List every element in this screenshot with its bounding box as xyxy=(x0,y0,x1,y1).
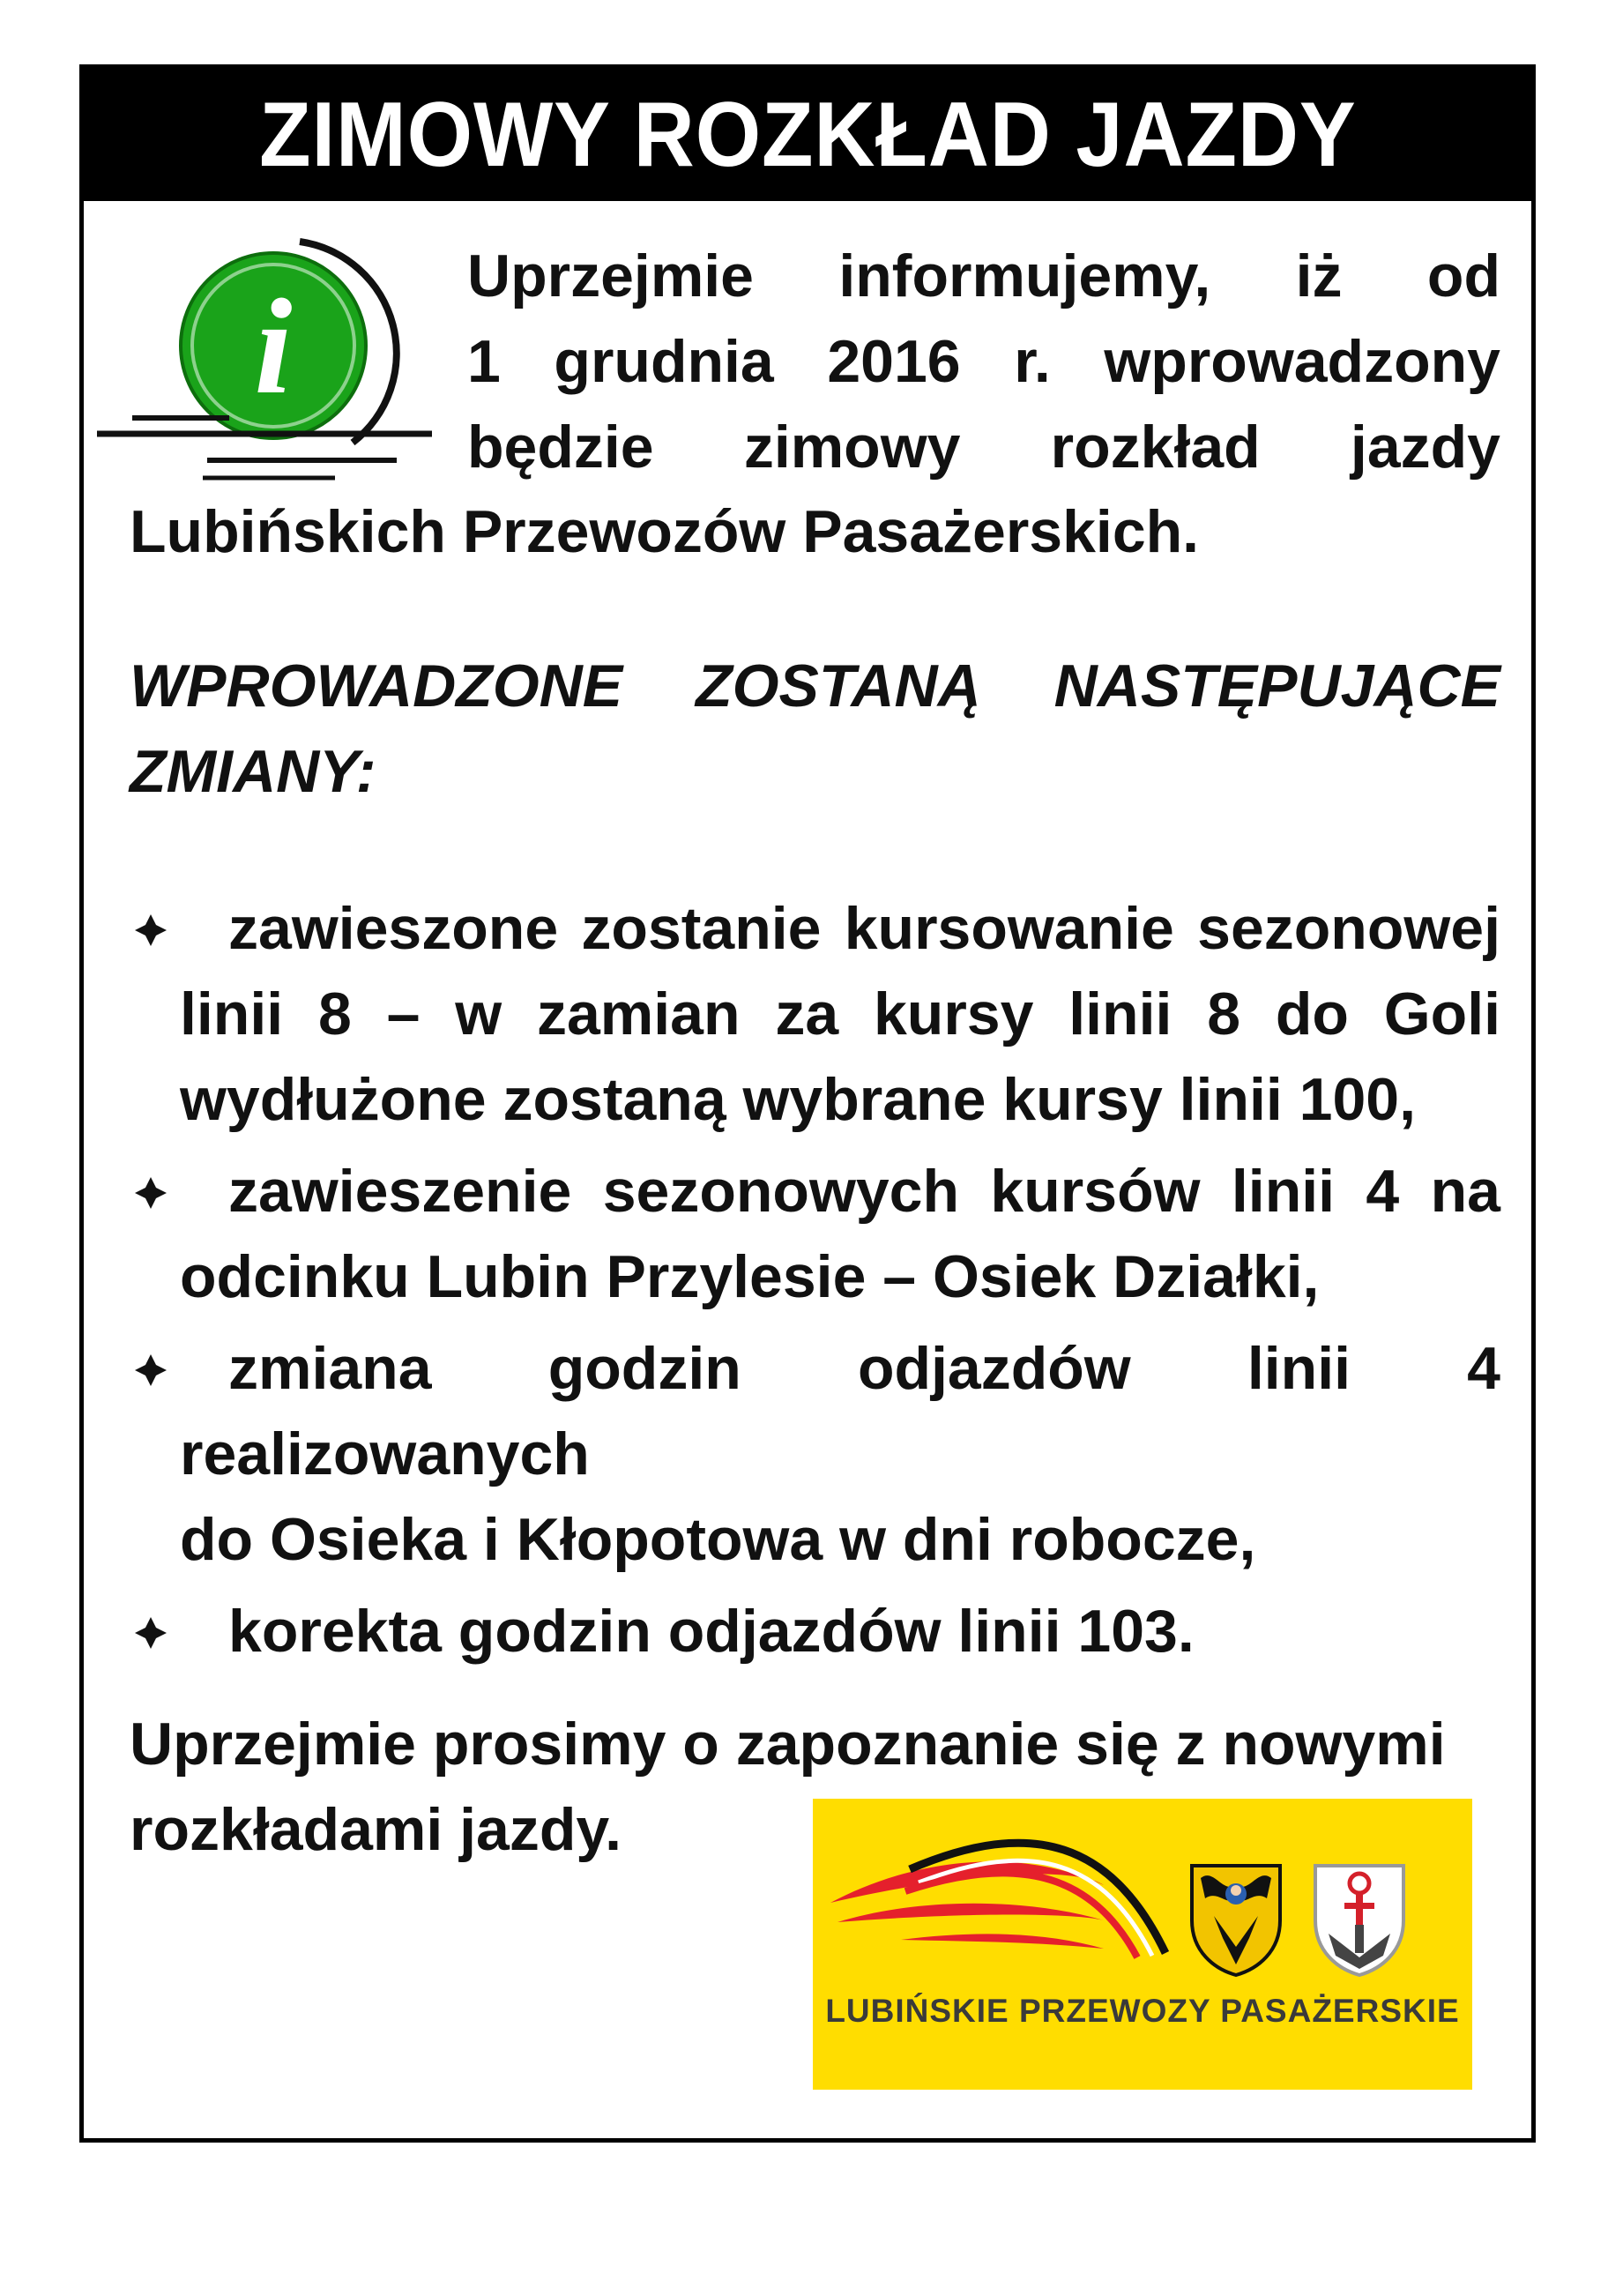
list-item xyxy=(130,1589,1500,1674)
list-item-line: zmiana godzin odjazdów linii 4 realizowanych xyxy=(180,1335,1500,1487)
list-item xyxy=(130,886,1500,1143)
list-item-line: odcinku Lubin Przylesie – Osiek Działki, xyxy=(180,1243,1320,1310)
closing-line-2: rozkładami jazdy. xyxy=(130,1796,622,1863)
diamond-bullet-icon xyxy=(130,909,172,951)
list-item-line: zawieszenie sezonowych kursów linii 4 na xyxy=(228,1158,1500,1225)
changes-heading-line-2: ZMIANY: xyxy=(130,738,376,805)
info-icon xyxy=(97,231,450,487)
list-item-line: wydłużone zostaną wybrane kursy linii 100, xyxy=(180,1066,1417,1133)
closing-line-1: Uprzejmie prosimy o zapoznanie się z nowymi xyxy=(130,1711,1446,1778)
list-item xyxy=(130,1326,1500,1583)
diamond-bullet-icon xyxy=(130,1612,172,1654)
changes-list xyxy=(130,886,1500,1681)
title-bar xyxy=(84,69,1531,201)
operator-logo xyxy=(813,1799,1472,2090)
svg-text:i: i xyxy=(254,271,293,422)
list-item-line: do Osieka i Kłopotowa w dni robocze, xyxy=(180,1506,1256,1573)
page-title: ZIMOWY ROZKŁAD JAZDY xyxy=(258,83,1357,186)
changes-heading-line-1: WPROWADZONE ZOSTANĄ NASTĘPUJĄCE xyxy=(130,652,1500,719)
intro-line-3: będzie zimowy rozkład jazdy xyxy=(467,414,1500,481)
diamond-bullet-icon xyxy=(130,1172,172,1214)
crest-icon xyxy=(1187,1859,1284,1978)
intro-line-2: 1 grudnia 2016 r. wprowadzony xyxy=(467,328,1500,395)
operator-logo-text: LUBIŃSKIE PRZEWOZY PASAŻERSKIE xyxy=(825,1993,1460,2029)
intro-line-4: Lubińskich Przewozów Pasażerskich. xyxy=(130,498,1200,565)
list-item-line: zawieszone zostanie kursowanie sezonowej xyxy=(228,895,1500,962)
list-item xyxy=(130,1149,1500,1320)
intro-line-1: Uprzejmie informujemy, iż od xyxy=(467,242,1500,309)
diamond-bullet-icon xyxy=(130,1349,172,1391)
list-item-line: korekta godzin odjazdów linii 103. xyxy=(228,1598,1195,1665)
changes-heading xyxy=(130,644,1500,815)
coat-of-arms-icon xyxy=(1311,1859,1408,1978)
list-item-line: linii 8 – w zamian za kursy linii 8 do Goli xyxy=(180,980,1500,1047)
